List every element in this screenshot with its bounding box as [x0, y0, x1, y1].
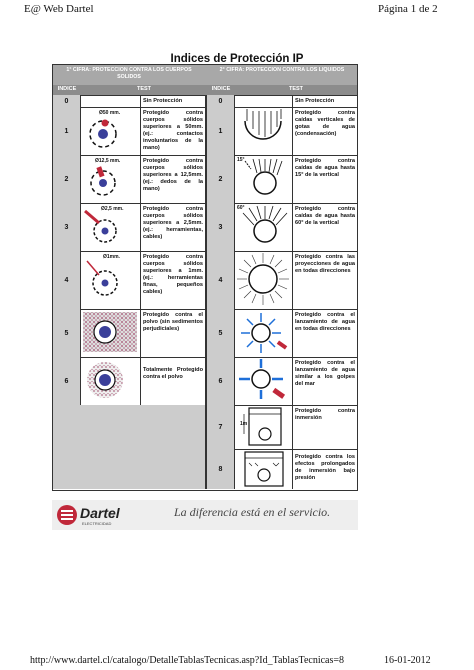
liquid-diagram [235, 251, 293, 309]
brand-tag: ELECTRICIDAD [82, 521, 112, 526]
liquid-index: 7 [207, 405, 235, 449]
liquid-index: 5 [207, 309, 235, 357]
probe-50mm-icon [81, 107, 139, 153]
solid-index: 2 [53, 155, 81, 203]
solid-diagram [81, 251, 141, 309]
size-label: Ø12,5 mm. [95, 158, 121, 164]
vertical-drops-icon [235, 107, 291, 153]
solid-diagram [81, 203, 141, 251]
size-label: Ø2,5 mm. [101, 206, 124, 212]
solid-index: 5 [53, 309, 81, 357]
page-title: Indices de Protección IP [170, 53, 304, 65]
table-row [53, 449, 357, 489]
dust-tight-icon [81, 357, 139, 403]
footer-url[interactable]: http://www.dartel.cl/catalogo/DetalleTablasTecnicas.asp?Id_TablasTecnicas=8 [30, 655, 345, 666]
brand-logo [56, 503, 156, 527]
solid-diagram [81, 107, 141, 155]
solid-text: Protegido contra cuerpos sólidos superiores a 2,5mm. (ej.: herramientas, cables) [141, 203, 207, 251]
table-row [53, 155, 357, 204]
depth-label: 1m [240, 421, 248, 427]
page-count: Página 1 de 2 [378, 3, 438, 15]
liquid-index: 6 [207, 357, 235, 405]
browser-title: E@ Web Dartel [24, 3, 94, 15]
solid-text: Protegido contra el polvo (sin sedimentos perjudiciales) [141, 309, 207, 357]
heavy-seas-icon [235, 357, 291, 403]
drops-60deg-icon [235, 203, 291, 249]
liquid-index: 8 [207, 449, 235, 489]
liquid-text: Protegido contra el lanzamiento de agua similar a los golpes del mar [295, 360, 355, 387]
liquid-diagram [235, 405, 293, 449]
liquid-diagram [235, 309, 293, 357]
col-test-liquids: TEST [288, 86, 304, 92]
brand-slogan: La diferencia está en el servicio. [174, 505, 331, 519]
solid-index: 4 [53, 251, 81, 309]
liquid-text: Protegido contra caídas verticales de gotas de agua (condensación) [295, 110, 355, 137]
group-solids-heading: 1° CIFRA: PROTECCION CONTRA LOS CUERPOS SOLIDOS [66, 67, 192, 80]
solid-diagram [81, 357, 141, 405]
table-row [53, 251, 357, 310]
solid-text: Protegido contra cuerpos sólidos superiores a 1mm. (ej.: herramientas finas, pequeños cables) [141, 251, 207, 309]
solid-diagram [81, 155, 141, 203]
probe-2mm-icon [81, 203, 139, 249]
solid-index: 3 [53, 203, 81, 251]
empty-solid-cell [53, 449, 207, 489]
empty-solid-cell [53, 405, 207, 449]
col-index-liquids: INDICE [211, 86, 231, 92]
solid-index: 0 [53, 95, 81, 107]
group-header-band [53, 65, 357, 86]
liquid-diagram [235, 203, 293, 251]
solid-index: 6 [53, 357, 81, 405]
liquid-diagram [235, 155, 293, 203]
ip-table [52, 64, 358, 491]
liquid-index: 0 [207, 95, 235, 107]
dartel-logo-icon [56, 503, 156, 527]
solid-diagram [81, 309, 141, 357]
solid-text: Protegido contra cuerpos sólidos superiores a 12,5mm. (ej.: dedos de la mano) [141, 155, 207, 203]
solid-index: 1 [53, 107, 81, 155]
solid-text: Totalmente Protegido contra el polvo [141, 357, 207, 405]
liquid-text: Protegido contra inmersión [295, 408, 355, 421]
liquid-diagram [235, 449, 293, 489]
angle-label: 60° [237, 205, 245, 211]
brand-name: Dartel [80, 505, 120, 521]
drops-15deg-icon [235, 155, 291, 201]
size-label: Ø1mm. [103, 254, 120, 260]
liquid-diagram [235, 107, 293, 155]
liquid-text: Protegido contra caídas de agua hasta 60° de la vertical [295, 206, 355, 226]
table-row [53, 203, 357, 252]
table-row [53, 357, 357, 406]
table-row [53, 405, 357, 450]
liquid-text: Protegido contra caídas de agua hasta 15° de la vertical [295, 158, 355, 178]
solid-text: Sin Protección [141, 95, 207, 107]
table-row [53, 309, 357, 358]
liquid-text: Protegido contra el lanzamiento de agua en todas direcciones [295, 312, 355, 332]
group-liquids-heading: 2° CIFRA: PROTECCION CONTRA LOS LIQUIDOS [219, 67, 345, 73]
col-index-solids: INDICE [57, 86, 77, 92]
liquid-index: 3 [207, 203, 235, 251]
col-test-solids: TEST [136, 86, 152, 92]
footer-date: 16-01-2012 [384, 655, 431, 666]
size-label: Ø50 mm. [99, 110, 121, 116]
immersion-icon [235, 405, 291, 447]
probe-12mm-icon [81, 155, 139, 201]
solid-text: Protegido contra cuerpos sólidos superiores a 50mm. (ej.: contactos involuntarios de la mano) [141, 107, 207, 155]
angle-label: 15° [237, 157, 245, 163]
liquid-text: Protegido contra los efectos prolongados de inmersión bajo presión [295, 454, 355, 481]
probe-1mm-icon [81, 251, 139, 307]
liquid-diagram [235, 357, 293, 405]
liquid-index: 4 [207, 251, 235, 309]
table-row [53, 107, 357, 156]
liquid-text: Sin Protección [295, 98, 335, 104]
pressure-immersion-icon [235, 449, 291, 489]
liquid-index: 1 [207, 107, 235, 155]
splash-all-directions-icon [235, 251, 291, 307]
water-jets-icon [235, 309, 291, 355]
liquid-index: 2 [207, 155, 235, 203]
liquid-text: Protegido contra las proyecciones de agua en todas direcciones [295, 254, 355, 274]
dust-protected-icon [81, 309, 139, 355]
